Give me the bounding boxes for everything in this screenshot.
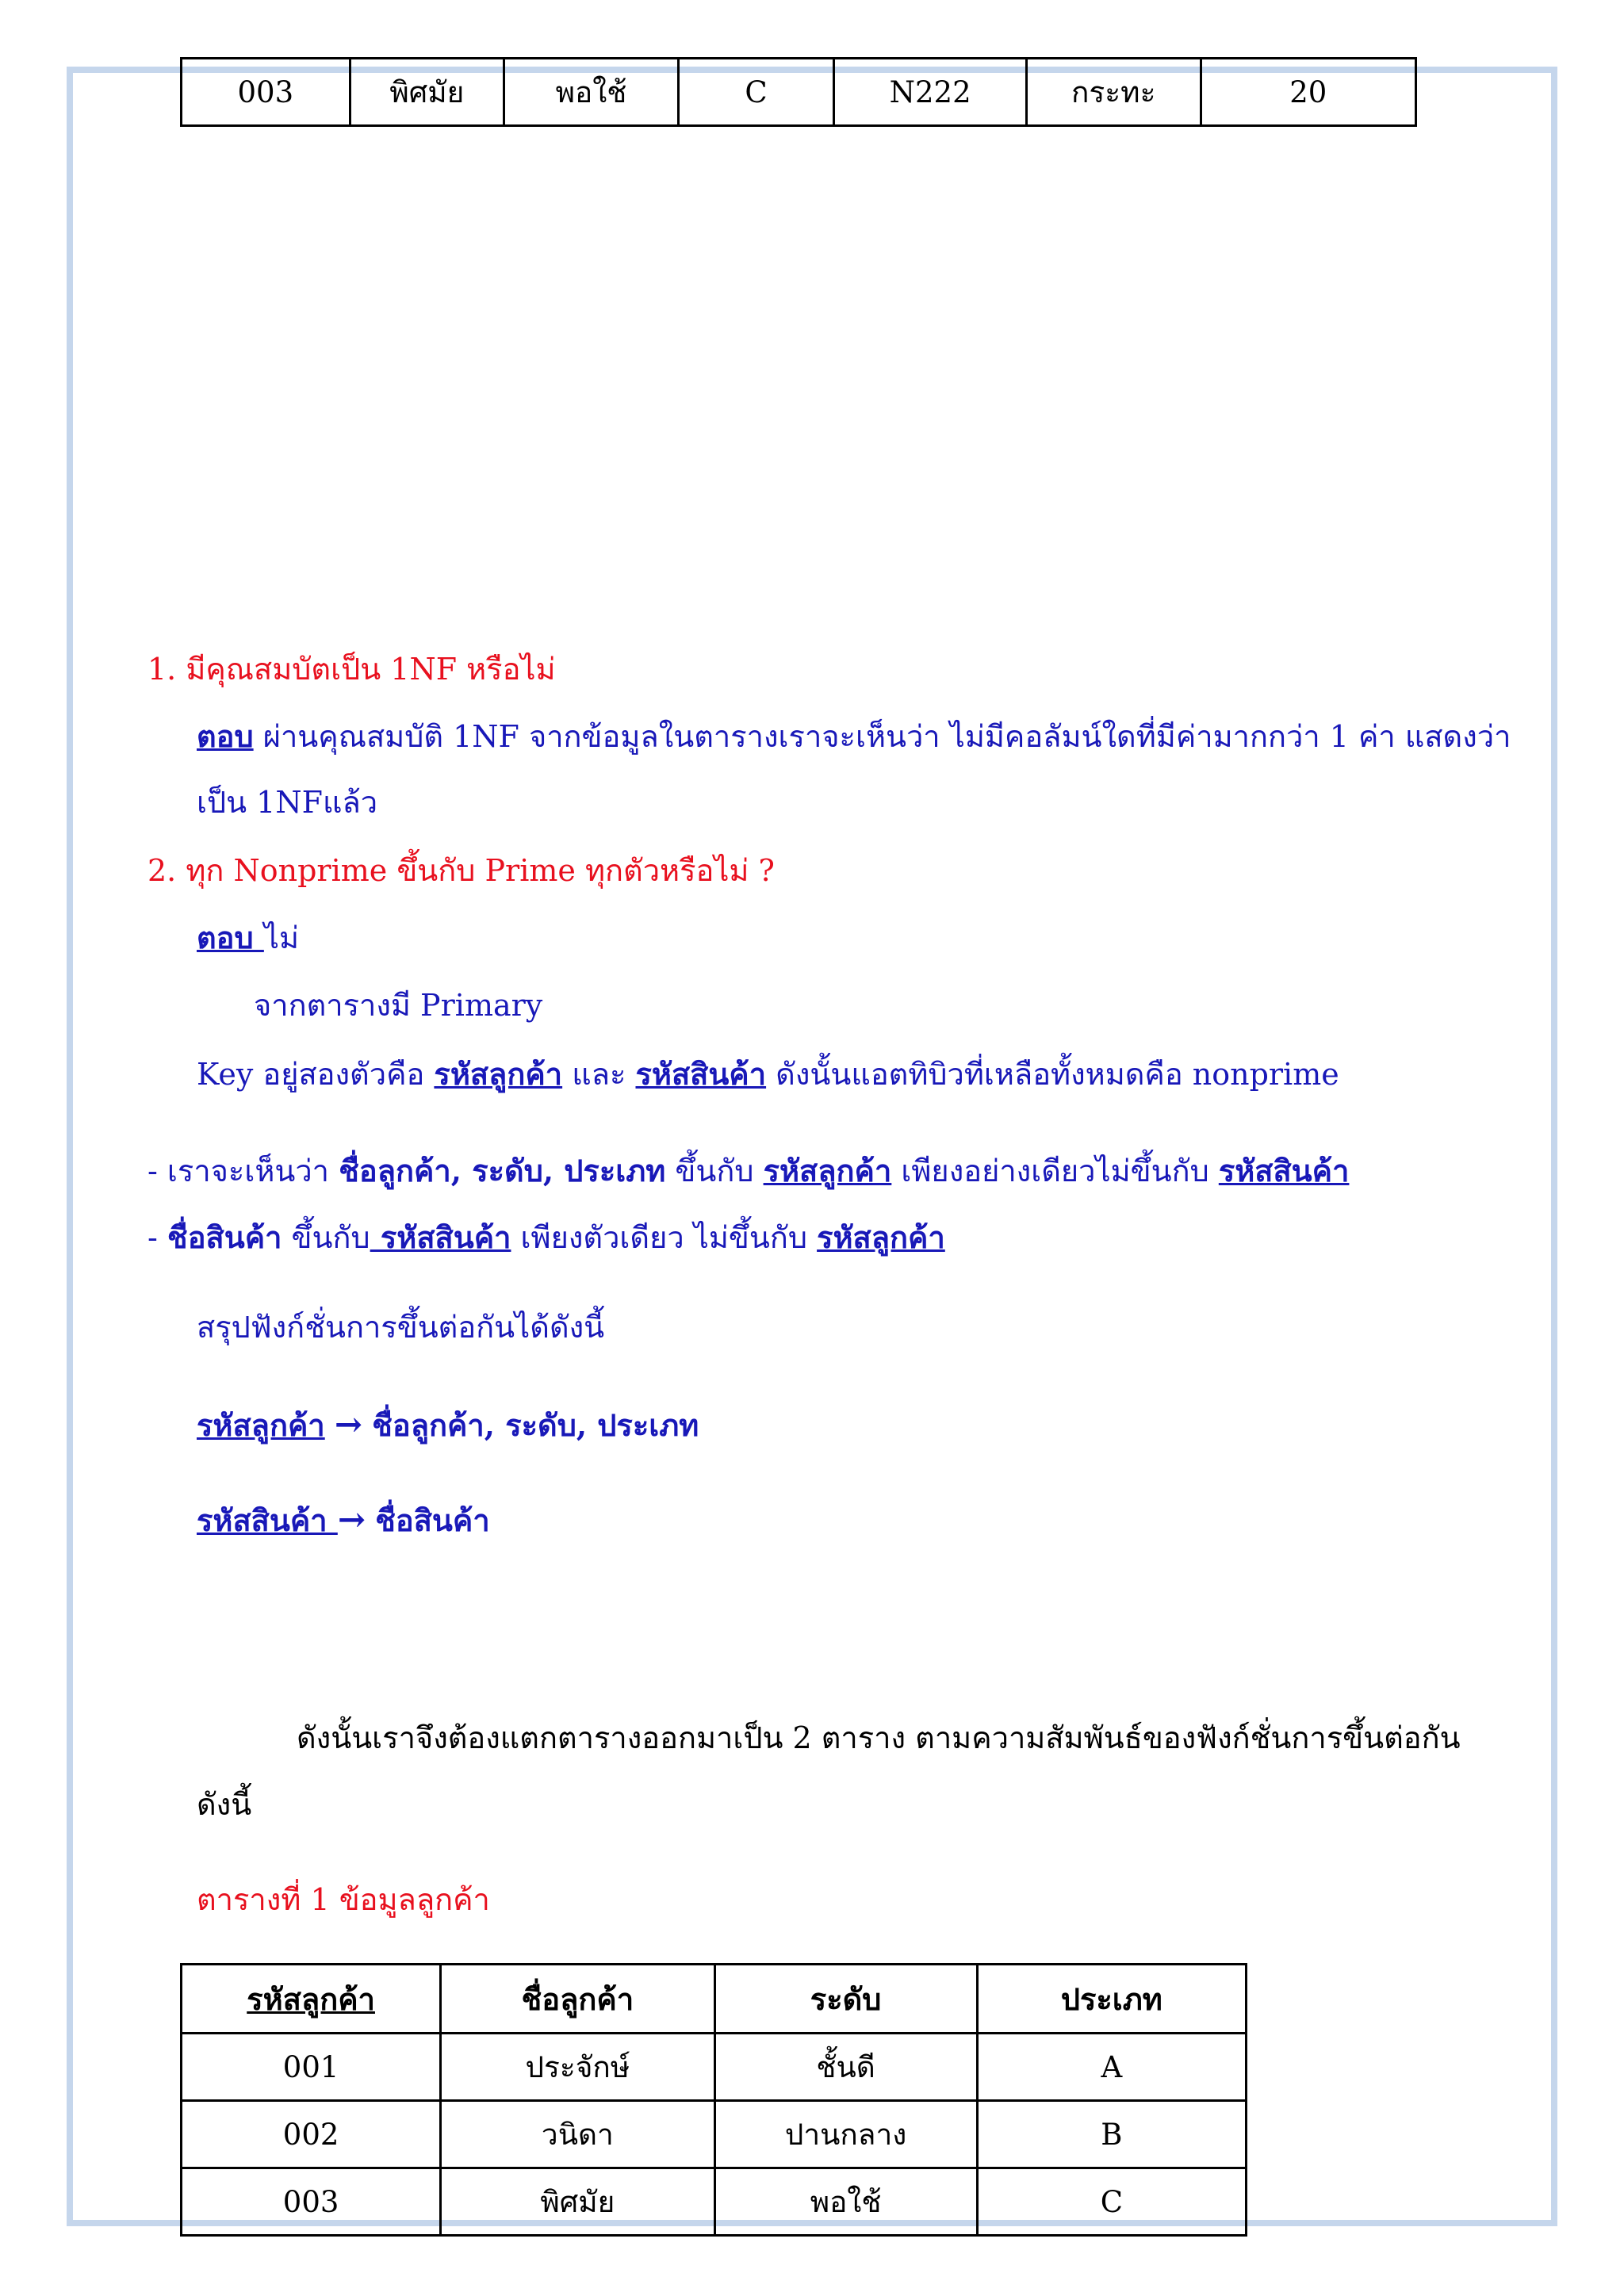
fd-key: รหัสสินค้า <box>197 1502 338 1538</box>
table-cell: กระทะ <box>1026 59 1201 126</box>
table-row <box>182 59 1416 126</box>
dependency-line-1 <box>147 1153 1349 1190</box>
fd-key: รหัสลูกค้า <box>197 1407 325 1443</box>
question-1: 1. มีคุณสมบัตเป็น 1NF หรือไม่ <box>147 652 556 687</box>
functional-dependency-1 <box>197 1405 699 1445</box>
arrow-right-icon: → <box>334 1405 363 1444</box>
dep-attributes: ชื่อลูกค้า, ระดับ, ประเภท <box>339 1153 666 1188</box>
table-cell: 20 <box>1201 59 1415 126</box>
table-cell: พิศมัย <box>441 2168 714 2236</box>
table-cell: ปานกลาง <box>714 2101 977 2168</box>
table-cell: วนิดา <box>441 2101 714 2168</box>
arrow-right-icon: → <box>337 1500 366 1539</box>
dep-text: - เราจะเห็นว่า <box>147 1154 339 1188</box>
customer-table <box>180 1963 1247 2237</box>
dep-key: รหัสลูกค้า <box>817 1219 945 1255</box>
dep-key: รหัสสินค้า <box>370 1219 511 1255</box>
functional-dependency-2 <box>197 1500 490 1540</box>
table-cell: ประจักษ์ <box>441 2034 714 2101</box>
answer-1-line2: เป็น 1NFแล้ว <box>197 785 378 820</box>
dep-key: รหัสลูกค้า <box>763 1153 892 1188</box>
table-cell: ชั้นดี <box>714 2034 977 2101</box>
customer-code-key: รหัสลูกค้า <box>434 1056 563 1092</box>
dep-attributes: ชื่อสินค้า <box>167 1219 282 1255</box>
table-row <box>182 2034 1247 2101</box>
key-prefix: Key อยู่สองตัวคือ <box>197 1057 435 1092</box>
and-text: และ <box>562 1057 636 1092</box>
answer-text: ไม่ <box>263 920 300 955</box>
split-paragraph-line2: ดังนี้ <box>197 1787 252 1822</box>
dep-text: ขึ้นกับ <box>665 1154 764 1188</box>
order-table-partial <box>180 57 1417 127</box>
table-cell: 003 <box>182 2168 441 2236</box>
customer-table-caption: ตารางที่ 1 ข้อมูลลูกค้า <box>197 1882 490 1917</box>
key-suffix: ดังนั้นแอตทิบิวที่เหลือทั้งหมดคือ nonprime <box>766 1057 1339 1092</box>
table-cell: A <box>977 2034 1246 2101</box>
table-cell: พอใช้ <box>504 59 679 126</box>
dep-key: รหัสสินค้า <box>1218 1153 1350 1188</box>
summary-title: สรุปฟังก์ชั่นการขึ้นต่อกันได้ดังนี้ <box>197 1310 605 1345</box>
dep-text: เพียงตัวเดียว ไม่ขึ้นกับ <box>511 1220 818 1255</box>
table-cell: 001 <box>182 2034 441 2101</box>
product-code-key: รหัสสินค้า <box>635 1056 767 1092</box>
table-row <box>182 2101 1247 2168</box>
answer-label: ตอบ <box>197 920 264 955</box>
fd-attributes: ชื่อสินค้า <box>375 1502 490 1538</box>
answer-1-line1 <box>197 718 1511 756</box>
table-cell: พอใช้ <box>714 2168 977 2236</box>
column-header: ประเภท <box>977 1965 1246 2034</box>
table-cell: 002 <box>182 2101 441 2168</box>
table-header-row <box>182 1965 1247 2034</box>
dep-text: - <box>147 1220 167 1255</box>
dep-text: ขึ้นกับ <box>282 1220 370 1255</box>
primary-key-line: จากตารางมี Primary <box>254 988 543 1023</box>
table-cell: C <box>678 59 834 126</box>
column-header: ชื่อลูกค้า <box>441 1965 714 2034</box>
table-row <box>182 2168 1247 2236</box>
answer-2 <box>197 920 299 957</box>
table-cell: C <box>977 2168 1246 2236</box>
question-2: 2. ทุก Nonprime ขึ้นกับ Prime ทุกตัวหรือไม่ ? <box>147 853 775 888</box>
fd-attributes: ชื่อลูกค้า, ระดับ, ประเภท <box>372 1407 699 1443</box>
table-cell: B <box>977 2101 1246 2168</box>
table-cell: N222 <box>834 59 1027 126</box>
dep-text: เพียงอย่างเดียวไม่ขึ้นกับ <box>891 1154 1219 1188</box>
dependency-line-2 <box>147 1219 945 1257</box>
answer-label: ตอบ <box>197 718 254 754</box>
table-cell: พิศมัย <box>350 59 504 126</box>
split-paragraph-line1: ดังนั้นเราจึงต้องแตกตารางออกมาเป็น 2 ตาราง ตามความสัมพันธ์ของฟังก์ชั่นการขึ้นต่อกัน <box>297 1720 1461 1755</box>
key-line <box>197 1056 1339 1093</box>
column-header: รหัสลูกค้า <box>182 1965 441 2034</box>
column-header: ระดับ <box>714 1965 977 2034</box>
table-cell: 003 <box>182 59 350 126</box>
answer-text: ผ่านคุณสมบัติ 1NF จากข้อมูลในตารางเราจะเห็นว่า ไม่มีคอลัมน์ใดที่มีค่ามากกว่า 1 ค่า แสดงว่า <box>253 719 1511 754</box>
